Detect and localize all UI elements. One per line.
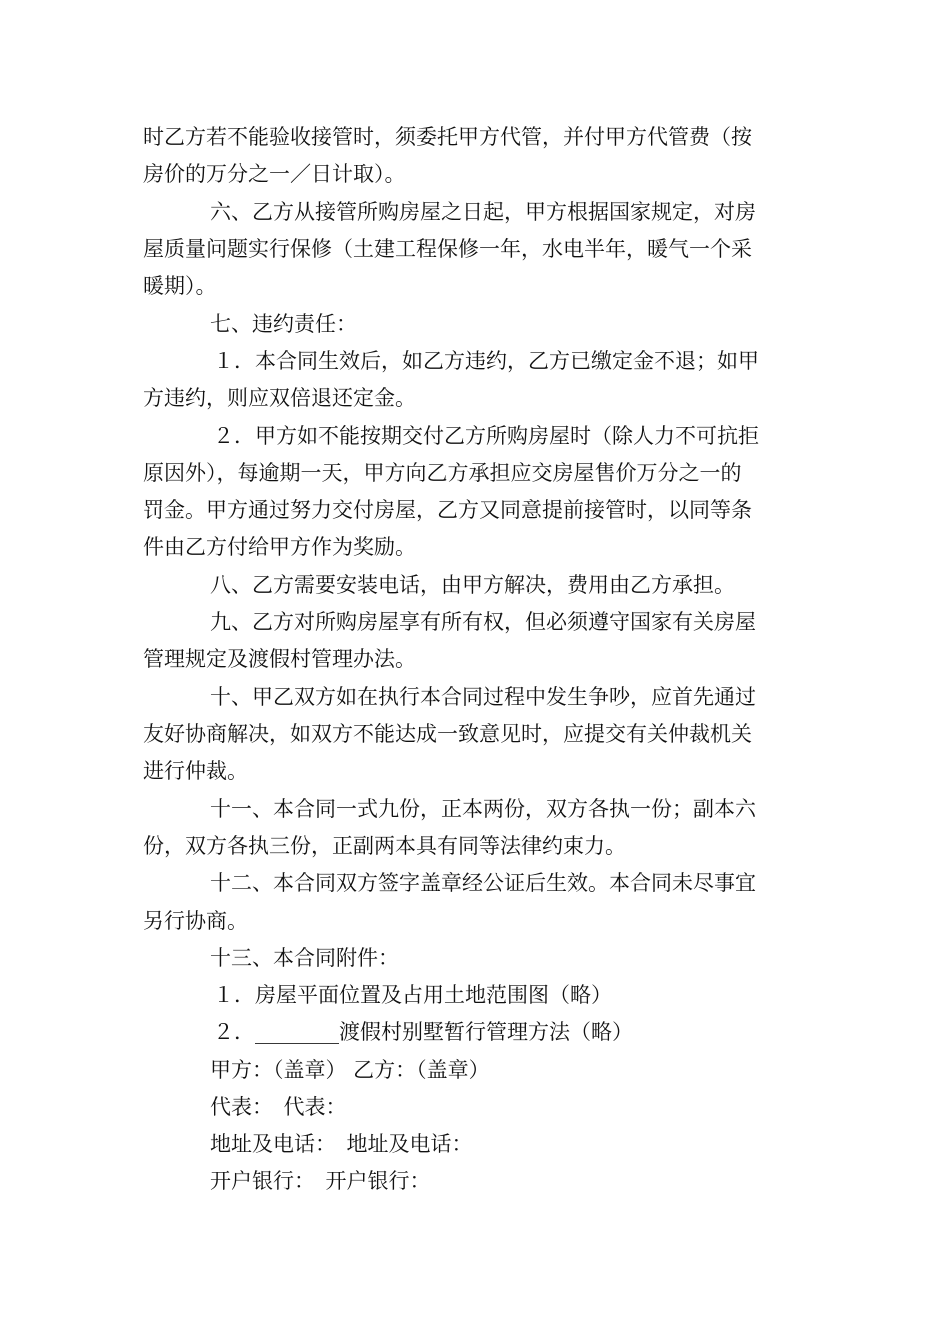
text-line: 时乙方若不能验收接管时，须委托甲方代管，并付甲方代管费（按 [143, 125, 752, 149]
text-line: 进行仲裁。 [143, 759, 248, 783]
attachment-1: １．房屋平面位置及占用土地范围图（略） [213, 983, 612, 1007]
attachment-2: ２．________渡假村别墅暂行管理方法（略） [213, 1020, 633, 1044]
paragraph-6: 六、乙方从接管所购房屋之日起，甲方根据国家规定，对房 [210, 200, 756, 224]
paragraph-8: 八、乙方需要安装电话，由甲方解决，费用由乙方承担。 [210, 573, 735, 597]
text-line: 屋质量问题实行保修（土建工程保修一年，水电半年，暖气一个采 [143, 237, 752, 261]
address-phone-line: 地址及电话： 地址及电话： [210, 1132, 473, 1156]
text-line: 暖期）。 [143, 274, 217, 298]
text-line: 份，双方各执三份，正副两本具有同等法律约束力。 [143, 834, 626, 858]
text-line: 罚金。甲方通过努力交付房屋，乙方又同意提前接管时，以同等条 [143, 498, 752, 522]
section-heading-13: 十三、本合同附件： [210, 946, 399, 970]
text-line: 件由乙方付给甲方作为奖励。 [143, 535, 416, 559]
paragraph-10: 十、甲乙双方如在执行本合同过程中发生争吵，应首先通过 [210, 685, 756, 709]
paragraph-12: 十二、本合同双方签字盖章经公证后生效。本合同未尽事宜 [210, 871, 756, 895]
clause-7-1: １．本合同生效后，如乙方违约，乙方已缴定金不退；如甲 [213, 349, 759, 373]
bank-line: 开户银行： 开户银行： [210, 1169, 431, 1193]
paragraph-11: 十一、本合同一式九份，正本两份，双方各执一份；副本六 [210, 797, 756, 821]
clause-7-2: ２．甲方如不能按期交付乙方所购房屋时（除人力不可抗拒 [213, 424, 759, 448]
paragraph-9: 九、乙方对所购房屋享有所有权，但必须遵守国家有关房屋 [210, 610, 756, 634]
text-line: 另行协商。 [143, 909, 248, 933]
text-line: 原因外），每逾期一天，甲方向乙方承担应交房屋售价万分之一的 [143, 461, 742, 485]
text-line: 管理规定及渡假村管理办法。 [143, 647, 416, 671]
signature-parties: 甲方：（盖章） 乙方：（盖章） [210, 1058, 490, 1082]
text-line: 友好协商解决，如双方不能达成一致意见时，应提交有关仲裁机关 [143, 722, 752, 746]
text-line: 方违约，则应双倍退还定金。 [143, 386, 416, 410]
text-line: 房价的万分之一／日计取）。 [143, 162, 406, 186]
representative-line: 代表： 代表： [210, 1095, 347, 1119]
section-heading-7: 七、违约责任： [210, 312, 357, 336]
